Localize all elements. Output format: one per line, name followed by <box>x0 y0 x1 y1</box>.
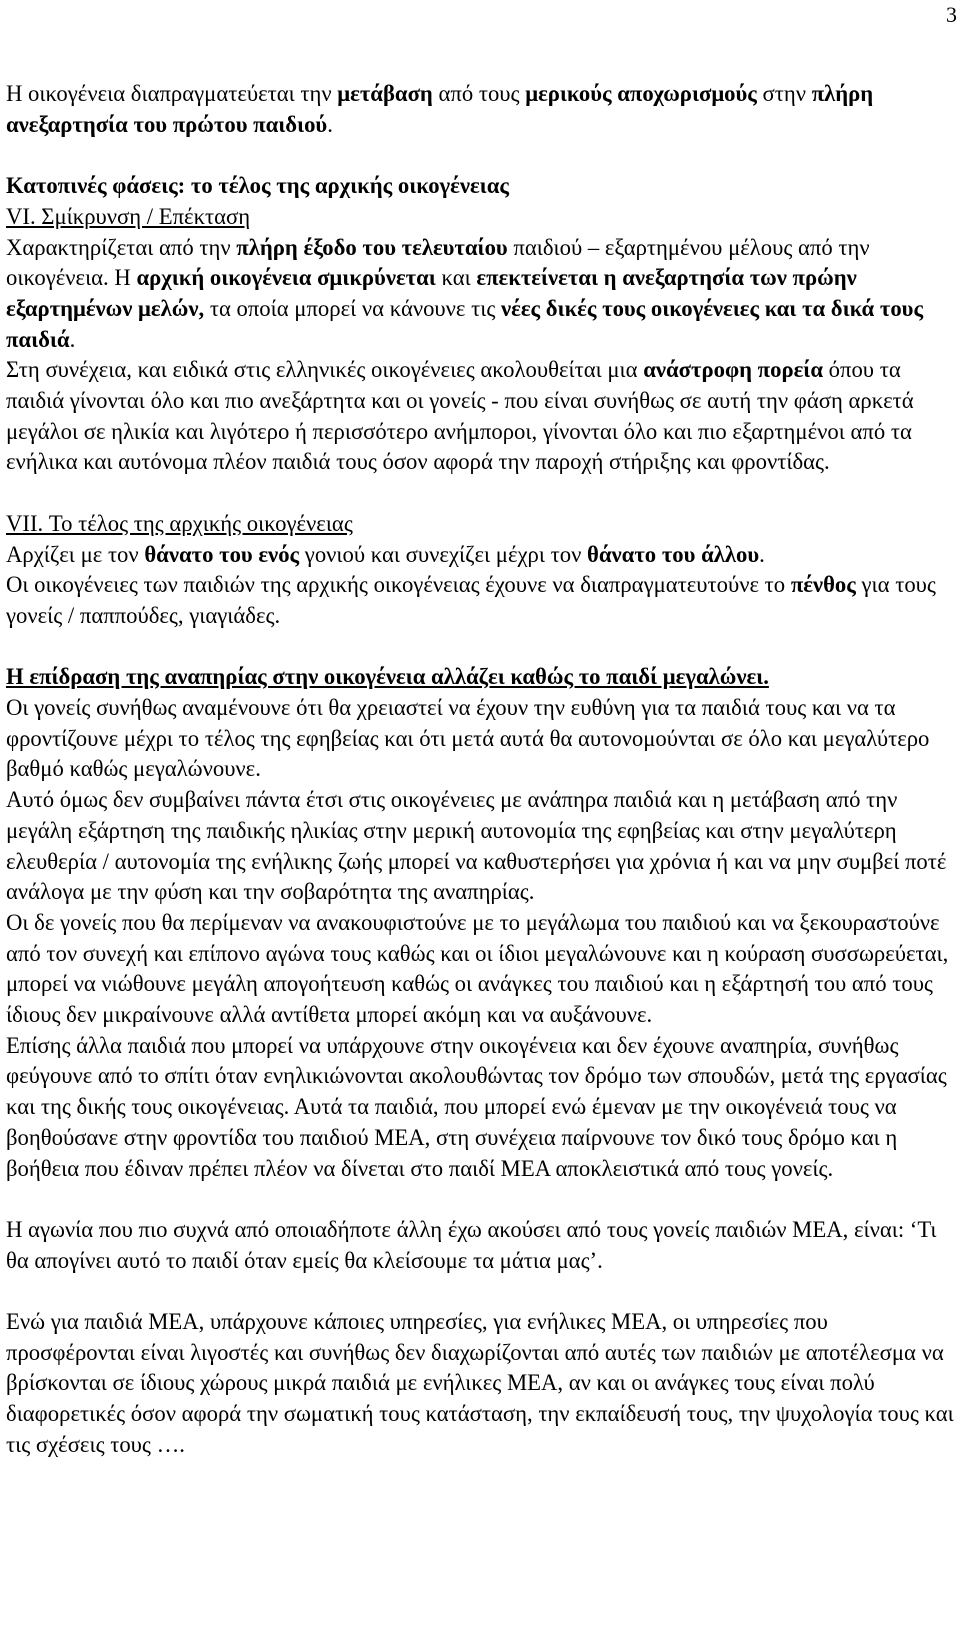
paragraph-gap <box>6 1276 954 1307</box>
text-run: Η αγωνία που πιο συχνά από οποιαδήποτε άλλη έχω ακούσει από τους γονείς παιδιών ΜΕΑ, είναι: ‘Τι θα απογίνει αυτό το παιδί όταν εμείς θα κλείσουμε τα μάτια μας’. <box>6 1216 937 1273</box>
page-number: 3 <box>946 2 957 27</box>
text-run: για τους γονείς / παππούδες, γιαγιάδες. <box>6 572 936 628</box>
text-run: νέες δικές τους οικογένειες και τα δικά τους παιδιά <box>6 295 924 352</box>
text-run: θάνατο του ενός <box>144 541 300 567</box>
text-run: Η επίδραση της αναπηρίας στην οικογένεια αλλάζει καθώς το παιδί μεγαλώνει. <box>6 664 769 690</box>
text-run: Στη συνέχεια, και ειδικά στις ελληνικές οικογένειες ακολουθείται μια <box>6 357 644 383</box>
paragraph-reverse-course <box>6 355 954 478</box>
text-run: γονιού και συνεχίζει μέχρι τον <box>299 541 588 567</box>
paragraph-parent-anxiety <box>6 1215 954 1276</box>
text-run: . <box>327 111 333 137</box>
text-run: πένθος <box>790 572 856 598</box>
paragraph-delayed-autonomy <box>6 785 954 908</box>
text-run: VII. Το τέλος της αρχικής οικογένειας <box>6 510 353 536</box>
text-run: ανάστροφη πορεία <box>643 357 823 383</box>
paragraph-gap <box>6 140 954 171</box>
text-run: Χαρακτηρίζεται από την <box>6 234 237 260</box>
text-run: Επίσης άλλα παιδιά που μπορεί να υπάρχουνε στην οικογένεια και δεν έχουνε αναπηρία, συνήθως φεύγουνε από το σπίτι όταν ενηλικιώνονται ακολουθώντας τον δρόμο των σπουδών, μετά της εργασίας και της δικής τους οικογένειας. Αυτά τα παιδιά, που μπορεί ενώ έμεναν με την οικογένειά τους να βοηθούσανε στην φροντίδα του παιδιού ΜΕΑ, στη συνέχεια παίρνουνε τον δικό τους δρόμο και η βοήθεια που έδιναν πρέπει πλέον να δίνεται στο παιδί ΜΕΑ αποκλειστικά από τους γονείς. <box>6 1032 947 1181</box>
text-run: Αρχίζει με τον <box>6 541 145 567</box>
text-run: μερικούς αποχωρισμούς <box>525 81 757 106</box>
text-run: επεκτείνεται η ανεξαρτησία των πρώην εξαρτημένων μελών, <box>6 265 857 321</box>
subheading-phase-vi <box>6 202 954 233</box>
text-run: στην <box>756 81 812 106</box>
text-run: . <box>69 326 76 352</box>
paragraph-adult-services <box>6 1307 954 1461</box>
text-run: . <box>759 541 765 567</box>
paragraph-transition <box>6 79 954 140</box>
heading-disability-impact <box>6 662 954 693</box>
text-run: θάνατο του άλλου <box>587 541 760 567</box>
text-run: Αυτό όμως δεν συμβαίνει πάντα έτσι στις οικογένειες με ανάπηρα παιδιά και η μετάβαση από την μεγάλη εξάρτηση της παιδικής ηλικίας στην μερική αυτονομία της εφηβείας και στην μεγαλύτερη ελευθερία / αυτονομία της ενήλικης ζωής μπορεί να καθυστερήσει για χρόνια ή και να μην συμβεί ποτέ ανάλογα με την φύση και την σοβαρότητα της αναπηρίας. <box>6 787 947 905</box>
text-run: Οι δε γονείς που θα περίμεναν να ανακουφιστούνε με το μεγάλωμα του παιδιού και να ξεκουραστούνε από τον συνεχή και επίπονο αγώνα τους καθώς και οι ίδιοι μεγαλώνουνε και η κούραση συσσωρεύεται, μπορεί να νιώθουνε μεγάλη απογοήτευση καθώς οι ανάγκες του παιδιού και η εξάρτησή του από τους ίδιους δεν μικραίνουνε αλλά αντίθετα μπορεί ακόμη και να αυξάνουνε. <box>6 909 949 1028</box>
paragraph-parent-disappointment <box>6 908 954 1031</box>
text-run: πλήρη ανεξαρτησία του πρώτου παιδιού <box>6 81 874 137</box>
paragraph-gap <box>6 1184 954 1215</box>
paragraph-gap <box>6 478 954 509</box>
subheading-phase-vii <box>6 509 954 540</box>
text-run: Οι γονείς συνήθως αναμένουνε ότι θα χρειαστεί να έχουν την ευθύνη για τα παιδιά τους και να τα φροντίζουνε μέχρι το τέλος της εφηβείας και ότι μετά αυτά θα αυτονομούνται σε όλο και μεγαλύτερο βαθμό καθώς μεγαλώνουνε. <box>6 695 930 782</box>
text-run: VI. Σμίκρυνση / Επέκταση <box>6 203 251 229</box>
paragraph-phase-vi-description <box>6 233 954 356</box>
text-run: μετάβαση <box>337 81 433 106</box>
text-run: Κατοπινές φάσεις: το τέλος της αρχικής οικογένειας <box>6 173 509 199</box>
text-run: τα οποία μπορεί να κάνουνε τις <box>204 295 501 321</box>
text-run: Οι οικογένειες των παιδιών της αρχικής οικογένειας έχουνε να διαπραγματευτούνε το <box>6 572 791 598</box>
text-run: Η οικογένεια διαπραγματεύεται την <box>6 81 338 106</box>
text-run: όπου τα παιδιά γίνονται όλο και πιο ανεξάρτητα και οι γονείς - που είναι συνήθως σε αυτή την φάση αρκετά μεγάλοι σε ηλικία και λιγότερο ή περισσότερο ανήμποροι, γίνονται όλο και πιο εξαρτημένοι από τα ενήλικα και αυτόνομα πλέον παιδιά τους όσον αφορά την παροχή στήριξης και φροντίδας. <box>6 357 914 475</box>
paragraph-siblings <box>6 1031 954 1185</box>
text-run: παιδιού – εξαρτημένου μέλους από την οικογένεια. Η <box>6 234 870 291</box>
text-run: πλήρη έξοδο του τελευταίου <box>236 234 508 260</box>
text-run: Ενώ για παιδιά ΜΕΑ, υπάρχουνε κάποιες υπηρεσίες, για ενήλικες ΜΕΑ, οι υπηρεσίες που προσφέρονται είναι λιγοστές και συνήθως δεν διαχωρίζονται από αυτές των παιδιών με αποτέλεσμα να βρίσκονται σε ίδιους χώρους μικρά παιδιά με ενήλικες ΜΕΑ, αν και οι ανάγκες τους είναι πολύ διαφορετικές όσον αφορά την σωματική τους κατάσταση, την εκπαίδευσή τους, την ψυχολογία τους και τις σχέσεις τους …. <box>6 1309 954 1457</box>
section-heading-later-phases <box>6 171 954 202</box>
paragraph-gap <box>6 632 954 663</box>
document-body <box>6 79 954 1461</box>
text-run: και <box>435 265 477 291</box>
paragraph-phase-vii-start <box>6 540 954 571</box>
text-run: από τους <box>432 81 526 106</box>
text-run: αρχική οικογένεια σμικρύνεται <box>136 265 436 291</box>
paragraph-mourning <box>6 570 954 631</box>
paragraph-parent-expectations <box>6 693 954 785</box>
